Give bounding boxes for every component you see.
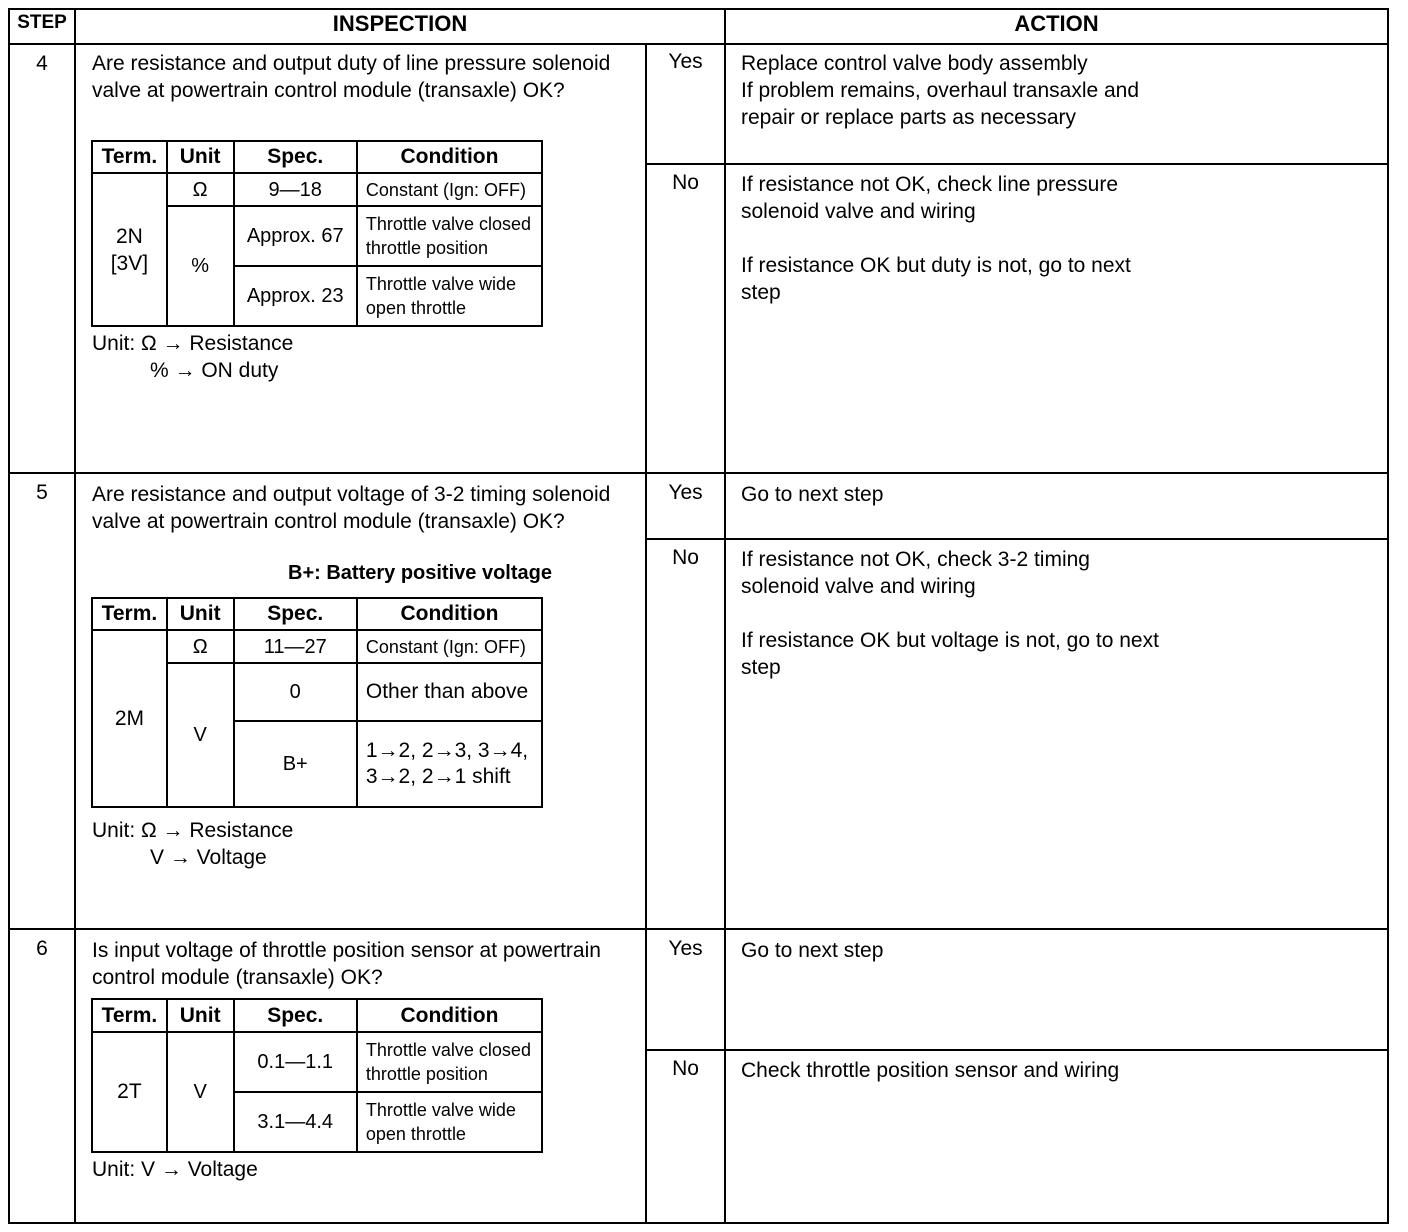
condition-cell: Constant (Ign: OFF) [357, 630, 542, 663]
condition-cell: Throttle valve closed throttle position [357, 206, 542, 266]
condition-cell: Throttle valve wide open throttle [357, 266, 542, 326]
grid-line [8, 928, 1389, 930]
spec-table [91, 597, 543, 808]
no-label: No [672, 546, 699, 569]
no-action: If resistance not OK, check line pressure solenoid valve and wiring If resistance OK but duty is not, go to next step [741, 173, 1131, 304]
spec-cell: Approx. 67 [234, 206, 357, 266]
unit-cell: Ω [167, 630, 234, 663]
condition-cell: Other than above [357, 663, 542, 721]
no-action: Check throttle position sensor and wiring [741, 1059, 1120, 1082]
condition-cell: Throttle valve wide open throttle [357, 1092, 542, 1152]
unit-header: Unit [167, 141, 234, 173]
term-header: Term. [92, 598, 167, 630]
unit-legend: Unit: V → Voltage [92, 1158, 258, 1181]
unit-header: Unit [167, 598, 234, 630]
term-cell: 2T [92, 1032, 167, 1152]
spec-table [91, 998, 543, 1153]
condition-cell: 1→2, 2→3, 3→4, 3→2, 2→1 shift [357, 721, 542, 807]
unit-cell: V [167, 663, 234, 807]
unit-header: Unit [167, 999, 234, 1032]
step-number: 6 [36, 937, 48, 960]
no-label: No [672, 171, 699, 194]
term-cell: 2N [3V] [92, 173, 167, 326]
condition-header: Condition [357, 999, 542, 1032]
term-header: Term. [92, 141, 167, 173]
step-number: 5 [36, 481, 48, 504]
spec-cell: B+ [234, 721, 357, 807]
step-question: Is input voltage of throttle position sensor at powertrain control module (transaxle) OK? [92, 939, 601, 989]
battery-note: B+: Battery positive voltage [288, 562, 552, 584]
unit-legend: Unit: Ω → Resistance [92, 332, 294, 355]
unit-cell: V [167, 1032, 234, 1152]
grid-line [8, 1222, 1389, 1224]
spec-cell: 0 [234, 663, 357, 721]
unit-cell: Ω [167, 173, 234, 206]
grid-line [645, 163, 1389, 165]
step-question: Are resistance and output duty of line pressure solenoid valve at powertrain control module (transaxle) OK? [92, 52, 611, 102]
term-cell: 2M [92, 630, 167, 807]
condition-header: Condition [357, 141, 542, 173]
spec-cell: 0.1—1.1 [234, 1032, 357, 1092]
grid-line [8, 43, 1389, 45]
no-action: If resistance not OK, check 3-2 timing solenoid valve and wiring If resistance OK but voltage is not, go to next step [741, 548, 1159, 679]
grid-line [724, 8, 726, 1224]
spec-header: Spec. [234, 598, 357, 630]
yes-action: Replace control valve body assembly If problem remains, overhaul transaxle and repair or replace parts as necessary [741, 52, 1140, 129]
spec-cell: 11—27 [234, 630, 357, 663]
step-header: STEP [17, 12, 67, 33]
grid-line [645, 1049, 1389, 1051]
step-question: Are resistance and output voltage of 3-2 timing solenoid valve at powertrain control module (transaxle) OK? [92, 483, 611, 533]
yes-action: Go to next step [741, 939, 884, 962]
condition-cell: Throttle valve closed throttle position [357, 1032, 542, 1092]
unit-legend: % → ON duty [150, 359, 279, 382]
yes-label: Yes [668, 50, 703, 73]
inspection-header: INSPECTION [332, 11, 468, 36]
grid-line [8, 8, 10, 1224]
grid-line [8, 472, 1389, 474]
step-number: 4 [36, 52, 48, 75]
spec-cell: 3.1—4.4 [234, 1092, 357, 1152]
grid-line [1387, 8, 1389, 1224]
grid-line [74, 8, 76, 1224]
yes-label: Yes [668, 937, 703, 960]
term-header: Term. [92, 999, 167, 1032]
grid-line [8, 8, 1389, 10]
spec-header: Spec. [234, 141, 357, 173]
condition-cell: Constant (Ign: OFF) [357, 173, 542, 206]
condition-header: Condition [357, 598, 542, 630]
spec-cell: 9—18 [234, 173, 357, 206]
yes-label: Yes [668, 481, 703, 504]
grid-line [645, 538, 1389, 540]
unit-cell: % [167, 206, 234, 326]
unit-legend: Unit: Ω → Resistance [92, 819, 294, 842]
no-label: No [672, 1057, 699, 1080]
spec-cell: Approx. 23 [234, 266, 357, 326]
yes-action: Go to next step [741, 483, 884, 506]
spec-table [91, 140, 543, 327]
unit-legend: V → Voltage [150, 846, 267, 869]
grid-line [645, 43, 647, 1224]
spec-header: Spec. [234, 999, 357, 1032]
action-header: ACTION [1014, 11, 1099, 36]
